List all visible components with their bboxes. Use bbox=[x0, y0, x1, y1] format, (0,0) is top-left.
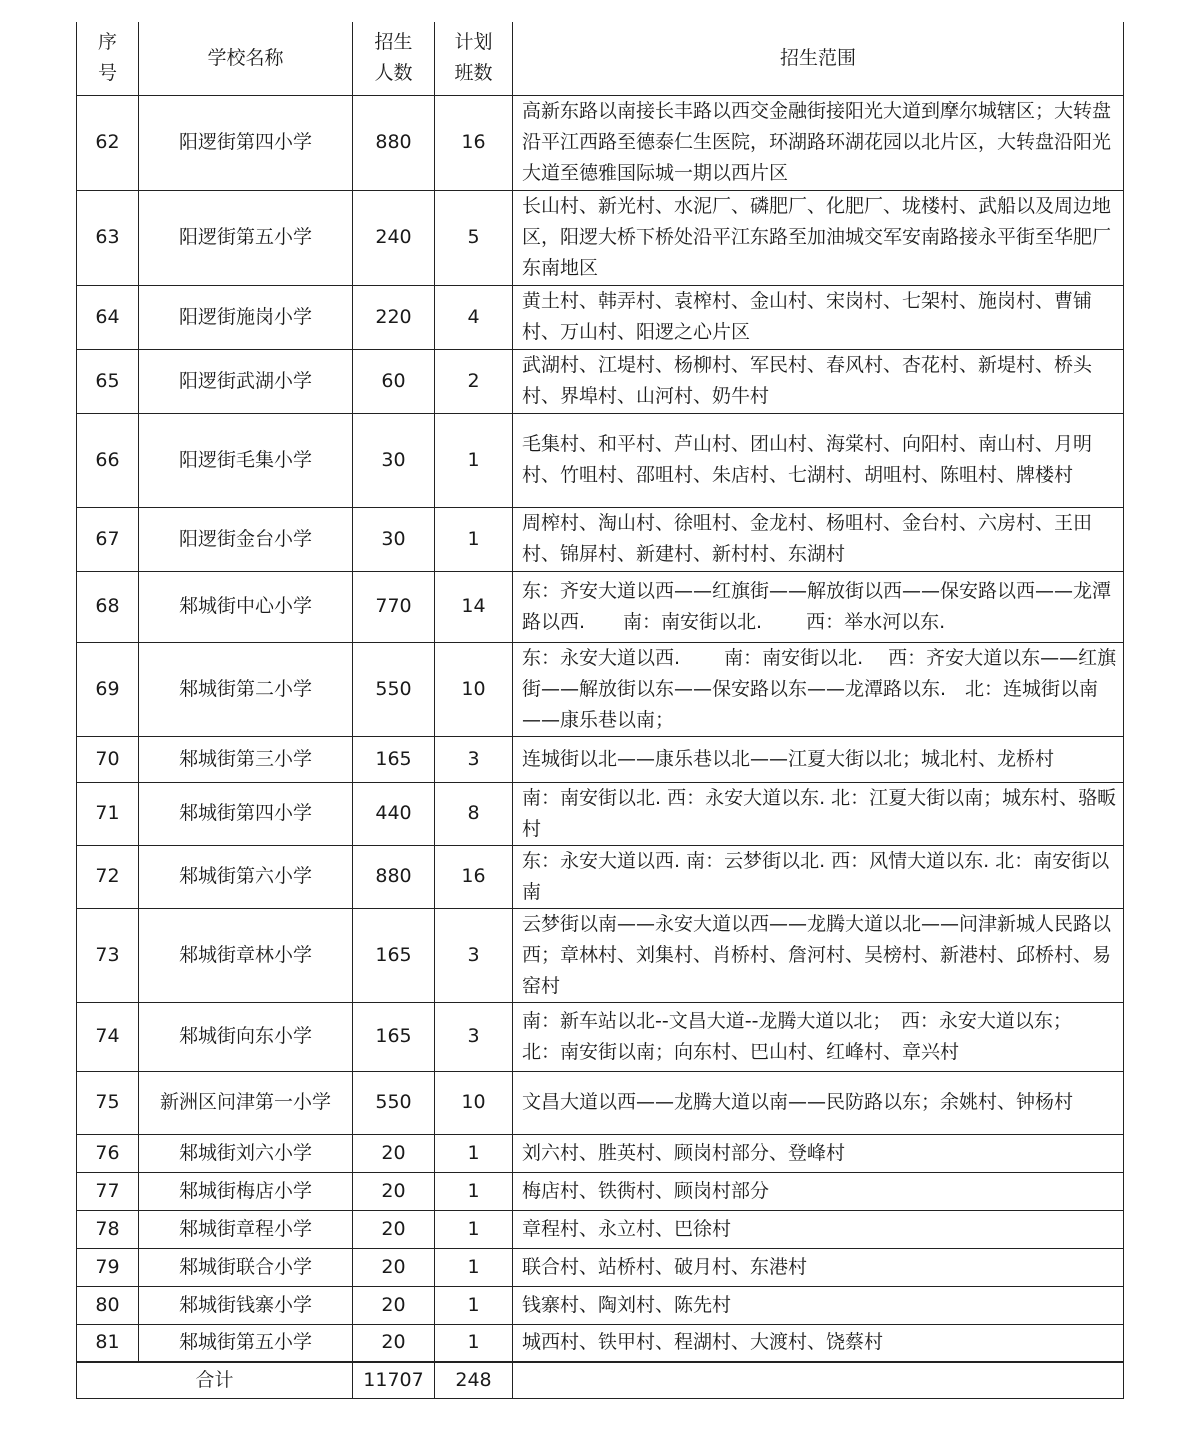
cell-range: 东：永安大道以西. 南：南安街以北. 西：齐安大道以东——红旗街——解放街以东——保安路以东——龙潭路以东. 北：连城街以南——康乐巷以南； bbox=[513, 642, 1124, 736]
cell-school-name: 阳逻街金台小学 bbox=[139, 507, 353, 571]
cell-classes: 10 bbox=[435, 642, 513, 736]
header-no: 序 号 bbox=[77, 22, 139, 95]
cell-classes: 1 bbox=[435, 1248, 513, 1286]
cell-students: 220 bbox=[353, 285, 435, 349]
cell-classes: 10 bbox=[435, 1071, 513, 1134]
table-row bbox=[77, 285, 1124, 349]
table-row bbox=[77, 349, 1124, 413]
table-row bbox=[77, 413, 1124, 507]
table-row bbox=[77, 571, 1124, 642]
cell-students: 880 bbox=[353, 845, 435, 908]
total-students: 11707 bbox=[353, 1362, 435, 1399]
cell-classes: 1 bbox=[435, 413, 513, 507]
cell-school-name: 邾城街中心小学 bbox=[139, 571, 353, 642]
cell-students: 20 bbox=[353, 1324, 435, 1362]
cell-classes: 1 bbox=[435, 1172, 513, 1210]
cell-classes: 16 bbox=[435, 95, 513, 190]
cell-students: 165 bbox=[353, 1002, 435, 1071]
cell-students: 30 bbox=[353, 507, 435, 571]
table-row bbox=[77, 190, 1124, 285]
cell-school-name: 邾城街刘六小学 bbox=[139, 1134, 353, 1172]
cell-no: 68 bbox=[77, 571, 139, 642]
cell-range: 梅店村、铁衖村、顾岗村部分 bbox=[513, 1172, 1124, 1210]
cell-classes: 4 bbox=[435, 285, 513, 349]
header-school-name: 学校名称 bbox=[139, 22, 353, 95]
cell-range: 云梦街以南——永安大道以西——龙腾大道以北——问津新城人民路以西；章林村、刘集村、肖桥村、詹河村、吴榜村、新港村、邱桥村、易窑村 bbox=[513, 908, 1124, 1002]
cell-no: 63 bbox=[77, 190, 139, 285]
cell-no: 72 bbox=[77, 845, 139, 908]
table-header bbox=[77, 22, 1124, 95]
cell-students: 20 bbox=[353, 1248, 435, 1286]
table-row bbox=[77, 908, 1124, 1002]
cell-no: 81 bbox=[77, 1324, 139, 1362]
cell-no: 71 bbox=[77, 782, 139, 845]
cell-school-name: 邾城街第三小学 bbox=[139, 736, 353, 782]
cell-school-name: 邾城街章程小学 bbox=[139, 1210, 353, 1248]
table-row bbox=[77, 1134, 1124, 1172]
cell-range: 武湖村、江堤村、杨柳村、军民村、春风村、杏花村、新堤村、桥头村、界埠村、山河村、奶牛村 bbox=[513, 349, 1124, 413]
cell-classes: 5 bbox=[435, 190, 513, 285]
cell-students: 20 bbox=[353, 1134, 435, 1172]
cell-students: 240 bbox=[353, 190, 435, 285]
cell-students: 30 bbox=[353, 413, 435, 507]
cell-students: 165 bbox=[353, 736, 435, 782]
cell-range: 东：永安大道以西. 南：云梦街以北. 西：风情大道以东. 北：南安街以南 bbox=[513, 845, 1124, 908]
cell-school-name: 邾城街联合小学 bbox=[139, 1248, 353, 1286]
cell-range: 联合村、站桥村、破月村、东港村 bbox=[513, 1248, 1124, 1286]
enrollment-table bbox=[76, 22, 1124, 1399]
cell-range: 连城街以北——康乐巷以北——江夏大街以北；城北村、龙桥村 bbox=[513, 736, 1124, 782]
cell-classes: 8 bbox=[435, 782, 513, 845]
total-label: 合计 bbox=[77, 1362, 353, 1399]
cell-school-name: 邾城街章林小学 bbox=[139, 908, 353, 1002]
cell-range: 高新东路以南接长丰路以西交金融街接阳光大道到摩尔城辖区；大转盘沿平江西路至德泰仁生医院，环湖路环湖花园以北片区，大转盘沿阳光大道至德雅国际城一期以西片区 bbox=[513, 95, 1124, 190]
cell-school-name: 邾城街梅店小学 bbox=[139, 1172, 353, 1210]
cell-classes: 1 bbox=[435, 507, 513, 571]
table-row bbox=[77, 1286, 1124, 1324]
cell-no: 78 bbox=[77, 1210, 139, 1248]
cell-school-name: 邾城街第二小学 bbox=[139, 642, 353, 736]
table-row bbox=[77, 736, 1124, 782]
cell-school-name: 邾城街第四小学 bbox=[139, 782, 353, 845]
cell-classes: 3 bbox=[435, 1002, 513, 1071]
table-row bbox=[77, 1324, 1124, 1362]
table-row bbox=[77, 1248, 1124, 1286]
table-row bbox=[77, 1210, 1124, 1248]
header-classes: 计划 班数 bbox=[435, 22, 513, 95]
cell-range: 刘六村、胜英村、顾岗村部分、登峰村 bbox=[513, 1134, 1124, 1172]
cell-classes: 2 bbox=[435, 349, 513, 413]
cell-students: 550 bbox=[353, 642, 435, 736]
total-range bbox=[513, 1362, 1124, 1399]
cell-range: 钱寨村、陶刘村、陈先村 bbox=[513, 1286, 1124, 1324]
table-row bbox=[77, 642, 1124, 736]
table-body bbox=[77, 95, 1124, 1362]
cell-no: 70 bbox=[77, 736, 139, 782]
cell-no: 79 bbox=[77, 1248, 139, 1286]
cell-no: 66 bbox=[77, 413, 139, 507]
cell-range: 黄土村、韩弄村、袁榨村、金山村、宋岗村、七架村、施岗村、曹铺村、万山村、阳逻之心片区 bbox=[513, 285, 1124, 349]
cell-no: 73 bbox=[77, 908, 139, 1002]
total-classes: 248 bbox=[435, 1362, 513, 1399]
table-row bbox=[77, 1172, 1124, 1210]
table-row bbox=[77, 845, 1124, 908]
cell-range: 毛集村、和平村、芦山村、团山村、海棠村、向阳村、南山村、月明村、竹咀村、邵咀村、朱店村、七湖村、胡咀村、陈咀村、牌楼村 bbox=[513, 413, 1124, 507]
cell-no: 77 bbox=[77, 1172, 139, 1210]
cell-school-name: 阳逻街武湖小学 bbox=[139, 349, 353, 413]
table-row bbox=[77, 1071, 1124, 1134]
total-row bbox=[77, 1362, 1124, 1399]
cell-no: 65 bbox=[77, 349, 139, 413]
cell-school-name: 阳逻街毛集小学 bbox=[139, 413, 353, 507]
cell-students: 880 bbox=[353, 95, 435, 190]
cell-classes: 1 bbox=[435, 1134, 513, 1172]
cell-no: 76 bbox=[77, 1134, 139, 1172]
cell-school-name: 阳逻街第四小学 bbox=[139, 95, 353, 190]
cell-classes: 3 bbox=[435, 736, 513, 782]
cell-school-name: 阳逻街施岗小学 bbox=[139, 285, 353, 349]
table-row bbox=[77, 95, 1124, 190]
cell-school-name: 邾城街第六小学 bbox=[139, 845, 353, 908]
cell-range: 东：齐安大道以西——红旗街——解放街以西——保安路以西——龙潭路以西. 南：南安街以北. 西：举水河以东. bbox=[513, 571, 1124, 642]
header-students: 招生 人数 bbox=[353, 22, 435, 95]
cell-no: 74 bbox=[77, 1002, 139, 1071]
cell-school-name: 阳逻街第五小学 bbox=[139, 190, 353, 285]
cell-students: 770 bbox=[353, 571, 435, 642]
table-row bbox=[77, 782, 1124, 845]
table-row bbox=[77, 1002, 1124, 1071]
cell-range: 周榨村、淘山村、徐咀村、金龙村、杨咀村、金台村、六房村、王田村、锦屏村、新建村、新村村、东湖村 bbox=[513, 507, 1124, 571]
cell-classes: 3 bbox=[435, 908, 513, 1002]
cell-range: 南：新车站以北--文昌大道--龙腾大道以北； 西：永安大道以东； 北：南安街以南；向东村、巴山村、红峰村、章兴村 bbox=[513, 1002, 1124, 1071]
cell-school-name: 邾城街钱寨小学 bbox=[139, 1286, 353, 1324]
cell-school-name: 新洲区问津第一小学 bbox=[139, 1071, 353, 1134]
cell-students: 165 bbox=[353, 908, 435, 1002]
cell-students: 20 bbox=[353, 1210, 435, 1248]
cell-range: 南：南安街以北. 西：永安大道以东. 北：江夏大街以南；城东村、骆畈村 bbox=[513, 782, 1124, 845]
cell-students: 20 bbox=[353, 1172, 435, 1210]
cell-school-name: 邾城街向东小学 bbox=[139, 1002, 353, 1071]
cell-students: 550 bbox=[353, 1071, 435, 1134]
cell-range: 章程村、永立村、巴徐村 bbox=[513, 1210, 1124, 1248]
cell-no: 75 bbox=[77, 1071, 139, 1134]
cell-classes: 1 bbox=[435, 1324, 513, 1362]
cell-students: 440 bbox=[353, 782, 435, 845]
table-row bbox=[77, 507, 1124, 571]
cell-range: 文昌大道以西——龙腾大道以南——民防路以东；余姚村、钟杨村 bbox=[513, 1071, 1124, 1134]
cell-no: 69 bbox=[77, 642, 139, 736]
header-range: 招生范围 bbox=[513, 22, 1124, 95]
cell-classes: 16 bbox=[435, 845, 513, 908]
cell-classes: 14 bbox=[435, 571, 513, 642]
cell-range: 城西村、铁甲村、程湖村、大渡村、饶蔡村 bbox=[513, 1324, 1124, 1362]
cell-classes: 1 bbox=[435, 1210, 513, 1248]
cell-students: 60 bbox=[353, 349, 435, 413]
cell-no: 80 bbox=[77, 1286, 139, 1324]
cell-range: 长山村、新光村、水泥厂、磷肥厂、化肥厂、垅楼村、武船以及周边地区，阳逻大桥下桥处沿平江东路至加油城交军安南路接永平街至华肥厂东南地区 bbox=[513, 190, 1124, 285]
cell-no: 62 bbox=[77, 95, 139, 190]
cell-school-name: 邾城街第五小学 bbox=[139, 1324, 353, 1362]
cell-classes: 1 bbox=[435, 1286, 513, 1324]
cell-no: 67 bbox=[77, 507, 139, 571]
cell-students: 20 bbox=[353, 1286, 435, 1324]
cell-no: 64 bbox=[77, 285, 139, 349]
